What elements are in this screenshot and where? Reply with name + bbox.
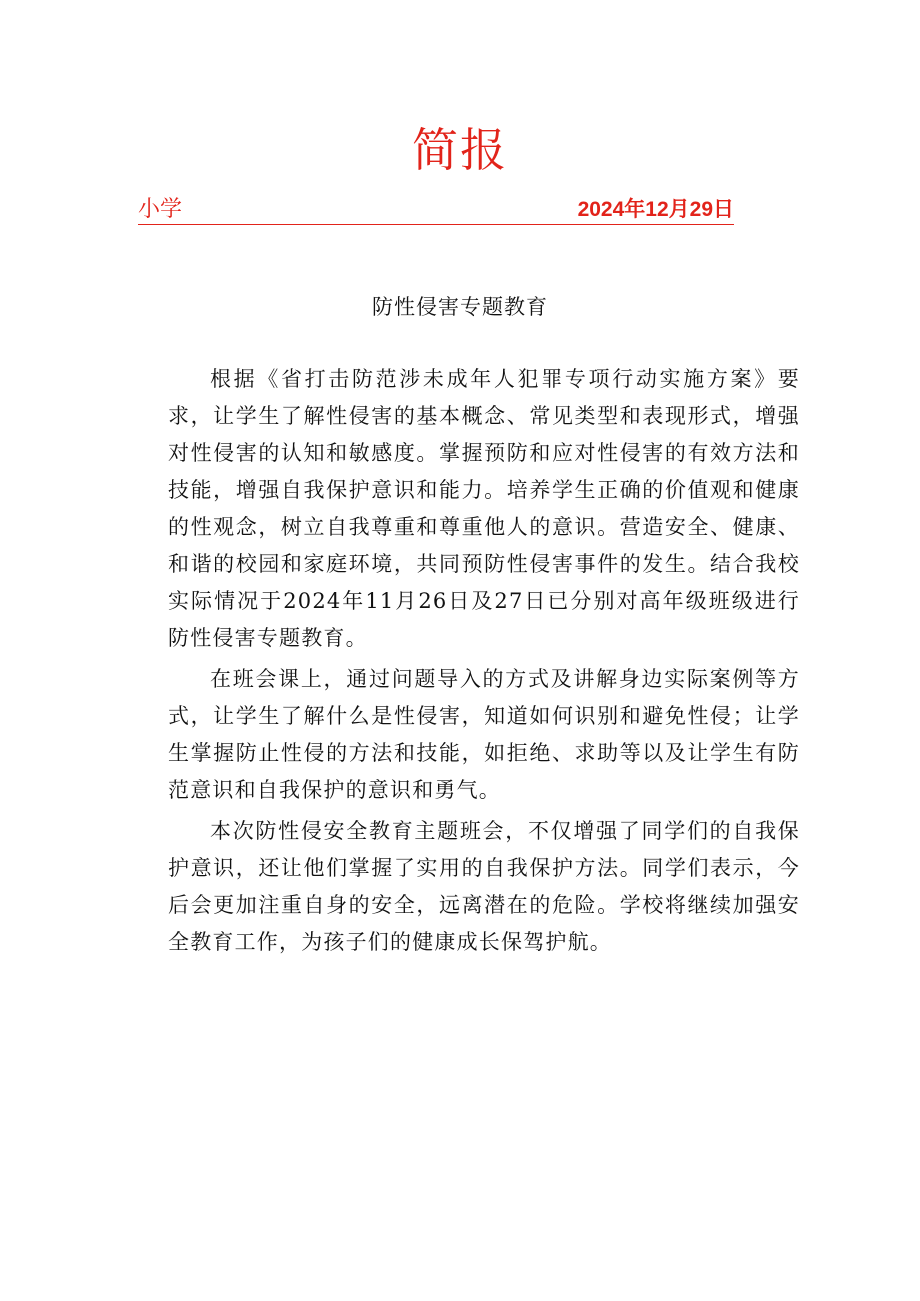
body-text [168,361,800,961]
paragraph: 根据《省打击防范涉未成年人犯罪专项行动实施方案》要求，让学生了解性侵害的基本概念、常见类型和表现形式，增强对性侵害的认知和敏感度。掌握预防和应对性侵害的有效方法和技能，增强自我保护意识和能力。培养学生正确的价值观和健康的性观念，树立自我尊重和尊重他人的意识。营造安全、健康、和谐的校园和家庭环境，共同预防性侵害事件的发生。结合我校实际情况于2024年11月26日及27日已分别对高年级班级进行防性侵害专题教育。 [168,367,800,650]
paragraph: 本次防性侵安全教育主题班会，不仅增强了同学们的自我保护意识，还让他们掌握了实用的自我保护方法。同学们表示，今后会更加注重自身的安全，远离潜在的危险。学校将继续加强安全教育工作，为孩子们的健康成长保驾护航。 [168,819,800,954]
issue-date: 2024年12月29日 [577,198,734,221]
subject-heading: 防性侵害专题教育 [372,295,548,319]
school-name: 小学 [138,197,183,222]
header-line [138,196,734,225]
paragraph: 在班会课上，通过问题导入的方式及讲解身边实际案例等方式，让学生了解什么是性侵害，知道如何识别和避免性侵；让学生掌握防止性侵的方法和技能，如拒绝、求助等以及让学生有防范意识和自我保护的意识和勇气。 [168,667,800,802]
bulletin-title: 简报 [412,123,508,177]
